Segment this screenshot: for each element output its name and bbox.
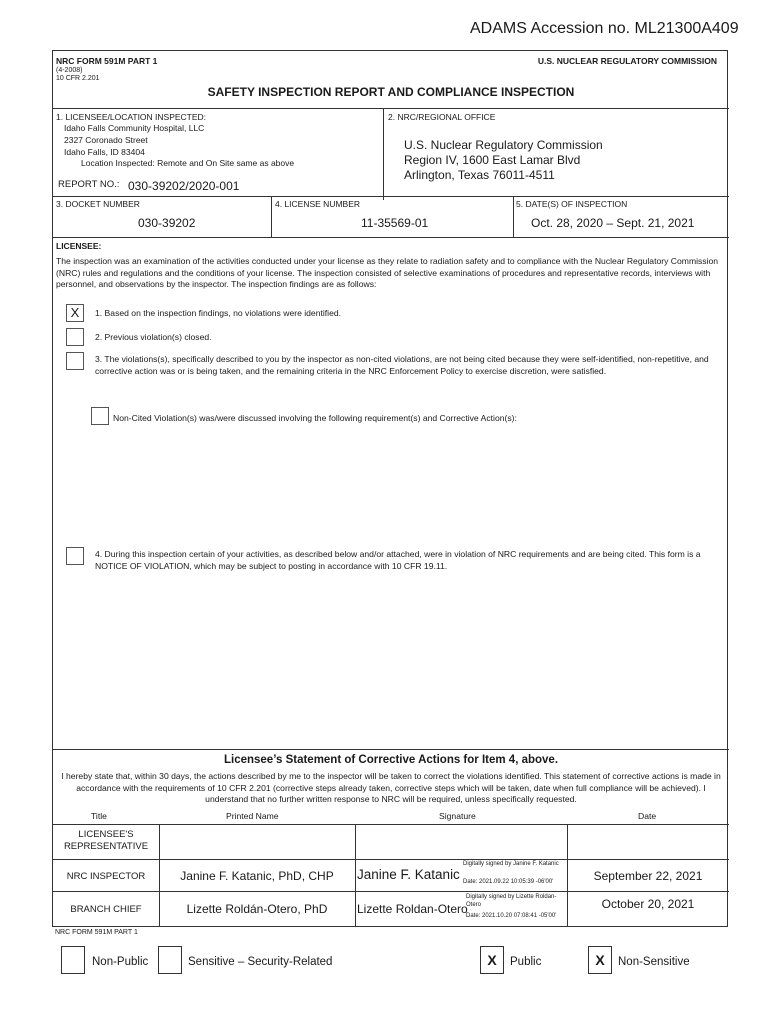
chief-date: October 20, 2021 — [601, 897, 695, 911]
licensee-street: 2327 Coronado Street — [64, 135, 148, 145]
item1-text: 1. Based on the inspection findings, no violations were identified. — [95, 308, 342, 318]
docket-value: 030-39202 — [138, 216, 196, 230]
accession-number: ADAMS Accession no. ML21300A409 — [470, 20, 739, 37]
licensee-section-label: LICENSEE: — [56, 241, 102, 251]
inspector-date: September 22, 2021 — [593, 869, 703, 883]
licensee-city: Idaho Falls, ID 83404 — [64, 147, 145, 157]
form-date: (4-2008) — [56, 67, 83, 74]
dates-value: Oct. 28, 2020 – Sept. 21, 2021 — [531, 216, 695, 230]
non-public-label: Non-Public — [92, 956, 149, 968]
item1-checkbox[interactable]: X — [66, 304, 84, 322]
non-sensitive-label: Non-Sensitive — [618, 956, 690, 968]
office-line-2: Region IV, 1600 East Lamar Blvd — [404, 153, 581, 167]
footer-form-name: NRC FORM 591M PART 1 — [55, 929, 138, 936]
chief-signature: Lizette Roldan-Otero — [357, 902, 468, 916]
inspector-digital-date: Date: 2021.09.22 10:05:39 -06'00' — [463, 879, 554, 885]
agency-name: U.S. NUCLEAR REGULATORY COMMISSION — [537, 56, 717, 66]
office-line-1: U.S. Nuclear Regulatory Commission — [404, 138, 603, 152]
form-name: NRC FORM 591M PART 1 — [56, 56, 158, 66]
public-label: Public — [510, 956, 542, 968]
chief-title: BRANCH CHIEF — [70, 904, 142, 915]
col-date: Date — [638, 811, 657, 821]
item4-checkbox[interactable] — [66, 547, 84, 565]
item2-text: 2. Previous violation(s) closed. — [95, 332, 212, 342]
public-checkbox[interactable]: X — [480, 946, 504, 974]
item4-text: 4. During this inspection certain of your activities, as described below and/or attached, were in violation of NRC requirements and are being cited. This form is a NOTICE OF VIOLATION, which may be subject to posting in accordance with 10 CFR 19.11. — [95, 549, 701, 571]
statement-title: Licensee’s Statement of Corrective Actions for Item 4, above. — [223, 754, 559, 766]
dates-label: 5. DATE(S) OF INSPECTION — [516, 199, 628, 209]
license-value: 11-35569-01 — [361, 216, 429, 230]
col-signature: Signature — [439, 811, 476, 821]
ncv-checkbox[interactable] — [91, 407, 109, 425]
regional-office-label: 2. NRC/REGIONAL OFFICE — [388, 112, 496, 122]
form-title: SAFETY INSPECTION REPORT AND COMPLIANCE INSPECTION — [207, 85, 575, 99]
non-public-checkbox[interactable] — [61, 946, 85, 974]
inspector-signature: Janine F. Katanic — [357, 867, 460, 882]
item2-checkbox[interactable] — [66, 328, 84, 346]
ncv-text: Non-Cited Violation(s) was/were discussed involving the following requirement(s) and Corrective Action(s): — [113, 413, 517, 423]
statement-text: I hereby state that, within 30 days, the actions described by me to the inspector will be taken to correct the violations identified. This statement of corrective actions is made in accordance with the requirements of 10 CFR 2.201 (corrective steps already taken, corrective steps which will be taken, date when full compliance will be achieved). I understand that no further written response to NRC will be required, unless specifically requested. — [61, 771, 721, 804]
non-sensitive-checkbox[interactable]: X — [588, 946, 612, 974]
sensitive-label: Sensitive – Security-Related — [188, 956, 333, 968]
sensitive-checkbox[interactable] — [158, 946, 182, 974]
inspection-intro: The inspection was an examination of the activities conducted under your license as they relate to radiation safety and to compliance with the Nuclear Regulatory Commission (NRC) rules and regulations and the conditions of your license. The inspection consisted of selective examinations of procedures and representative records, interviews with personnel, and observations by the inspector. The inspection findings are as follows: — [56, 256, 719, 289]
inspection-form — [52, 50, 728, 927]
report-no-label: REPORT NO.: — [58, 179, 120, 190]
inspector-title: NRC INSPECTOR — [66, 871, 146, 882]
chief-name: Lizette Roldán-Otero, PhD — [186, 902, 328, 916]
inspector-digital-sig: Digitally signed by Janine F. Katanic — [463, 861, 559, 867]
licensee-location-label: 1. LICENSEE/LOCATION INSPECTED: — [56, 112, 207, 122]
rep-title: LICENSEE'S REPRESENTATIVE — [63, 829, 149, 852]
chief-digital-date: Date: 2021.10.20 07:08:41 -05'00' — [466, 913, 557, 919]
chief-digital-sig: Digitally signed by Lizette Roldan-Otero — [466, 894, 557, 908]
item3-checkbox[interactable] — [66, 352, 84, 370]
license-label: 4. LICENSE NUMBER — [275, 199, 361, 209]
docket-label: 3. DOCKET NUMBER — [56, 199, 140, 209]
item3-text: 3. The violations(s), specifically described to you by the inspector as non-cited violations, are not being cited because they were self-identified, non-repetitive, and corrective action was or is being taken, and the remaining criteria in the NRC Enforcement Policy to exercise discretion, were satisfied. — [95, 354, 709, 376]
licensee-name: Idaho Falls Community Hospital, LLC — [64, 123, 205, 133]
location-inspected: Location Inspected: Remote and On Site same as above — [81, 158, 295, 168]
inspector-name: Janine F. Katanic, PhD, CHP — [180, 869, 334, 883]
report-no-value: 030-39202/2020-001 — [128, 179, 240, 193]
col-printed-name: Printed Name — [226, 811, 279, 821]
form-cfr: 10 CFR 2.201 — [56, 75, 100, 82]
col-title: Title — [91, 811, 107, 821]
office-line-3: Arlington, Texas 76011-4511 — [404, 168, 555, 182]
